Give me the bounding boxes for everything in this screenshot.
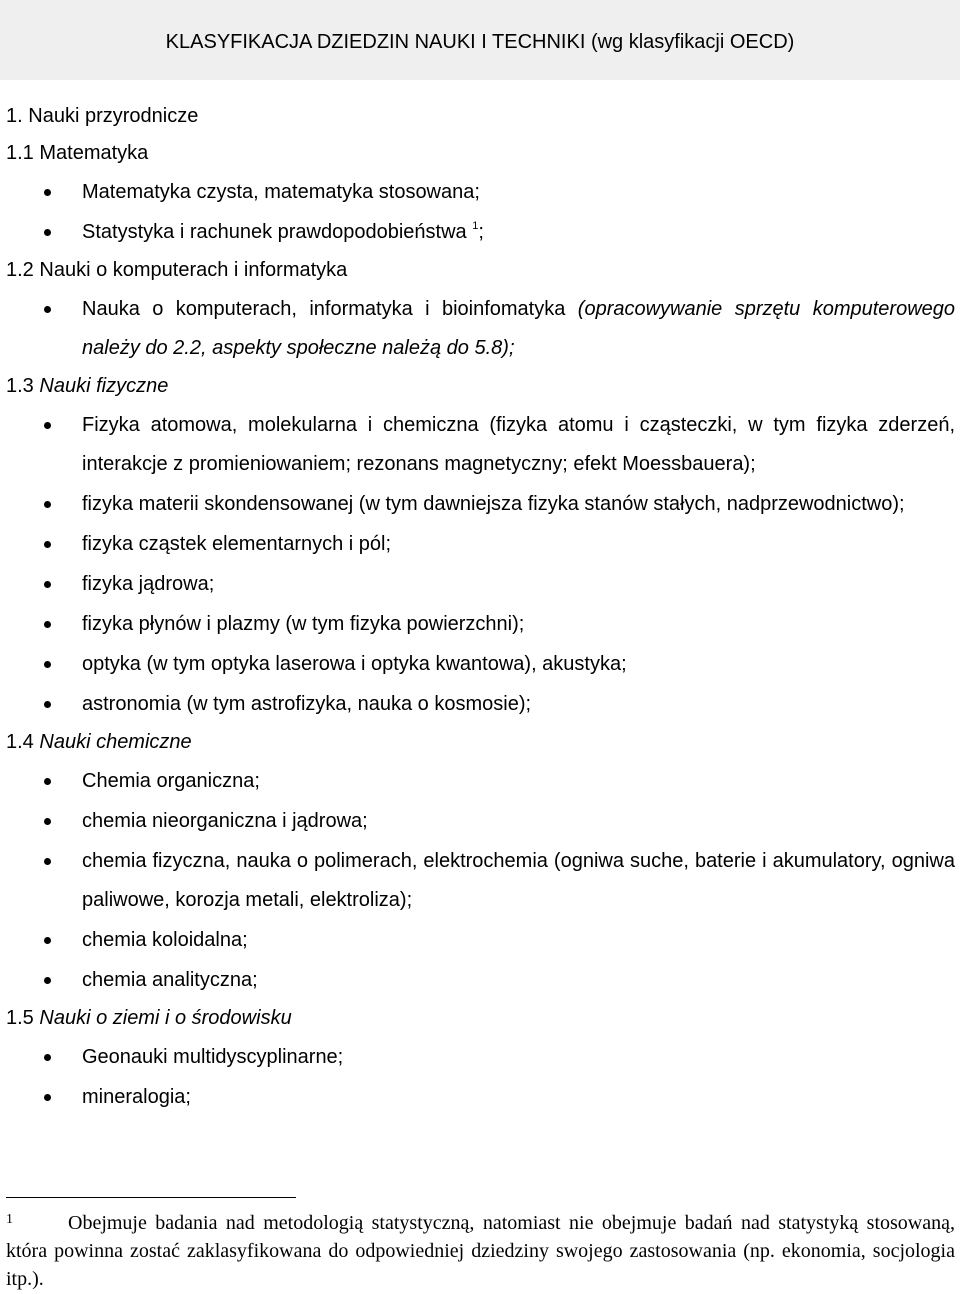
- bullet-icon: [44, 778, 51, 785]
- list-item: mineralogia;: [6, 1078, 955, 1117]
- bullet-icon: [44, 229, 51, 236]
- list-item: Chemia organiczna;: [6, 762, 955, 801]
- bullet-icon: [44, 581, 51, 588]
- section-list-1-2: [6, 290, 955, 368]
- document-title: KLASYFIKACJA DZIEDZIN NAUKI I TECHNIKI (wg klasyfikacji OECD): [165, 31, 795, 53]
- italic-note: (opracowywanie sprzętu komputerowego należy do 2.2, aspekty społeczne należą do 5.8);: [82, 298, 955, 359]
- list-item: chemia analityczna;: [6, 961, 955, 1000]
- list-item: chemia fizyczna, nauka o polimerach, elektrochemia (ogniwa suche, baterie i akumulatory, ogniwa paliwowe, korozja metali, elektroliza);: [6, 842, 955, 920]
- footnote-marker: 1: [6, 1212, 13, 1227]
- bullet-icon: [44, 661, 51, 668]
- section-list-1-3: [6, 406, 955, 724]
- bullet-icon: [44, 937, 51, 944]
- section-heading-1-5: [6, 1000, 955, 1037]
- footnote-separator: [6, 1197, 296, 1198]
- list-item: fizyka jądrowa;: [6, 565, 955, 604]
- list-item: chemia nieorganiczna i jądrowa;: [6, 802, 955, 841]
- bullet-icon: [44, 977, 51, 984]
- list-item: optyka (w tym optyka laserowa i optyka kwantowa), akustyka;: [6, 645, 955, 684]
- bullet-icon: [44, 818, 51, 825]
- section-heading-1: [6, 98, 955, 135]
- section-list-1-1: [6, 173, 955, 252]
- section-number: 1.4: [6, 731, 34, 753]
- list-item: Fizyka atomowa, molekularna i chemiczna (fizyka atomu i cząsteczki, w tym fizyka zderzeń, interakcje z promieniowaniem; rezonans magnetyczny; efekt Moessbauera);: [6, 406, 955, 484]
- bullet-icon: [44, 189, 51, 196]
- section-heading-1-4: [6, 724, 955, 761]
- bullet-icon: [44, 501, 51, 508]
- bullet-icon: [44, 858, 51, 865]
- section-heading-1-3: [6, 368, 955, 405]
- footnote-text: Obejmuje badania nad metodologią statystyczną, natomiast nie obejmuje badań nad statystyką stosowaną, która powinna zostać zaklasyfikowana do odpowiedniej dziedziny swojego zastosowania (np. ekonomia, socjologia itp.).: [6, 1212, 955, 1290]
- list-item: Nauka o komputerach, informatyka i bioinfomatyka (opracowywanie sprzętu komputerowego należy do 2.2, aspekty społeczne należą do 5.8);: [6, 290, 955, 368]
- section-label: Nauki fizyczne: [39, 375, 169, 397]
- list-item: Matematyka czysta, matematyka stosowana;: [6, 173, 955, 212]
- bullet-icon: [44, 422, 51, 429]
- list-item: chemia koloidalna;: [6, 921, 955, 960]
- document-body: [6, 98, 955, 1117]
- section-number: 1.1: [6, 142, 34, 164]
- bullet-icon: [44, 701, 51, 708]
- bullet-icon: [44, 541, 51, 548]
- bullet-icon: [44, 306, 51, 313]
- list-item: Statystyka i rachunek prawdopodobieństwa $^1$;: [6, 213, 955, 252]
- list-item: fizyka materii skondensowanej (w tym dawniejsza fizyka stanów stałych, nadprzewodnictwo);: [6, 485, 955, 524]
- section-number: 1.2: [6, 259, 34, 281]
- bullet-icon: [44, 1054, 51, 1061]
- section-label: Matematyka: [39, 142, 149, 164]
- section-list-1-4: [6, 762, 955, 1000]
- section-label: Nauki chemiczne: [39, 731, 192, 753]
- section-label: Nauki o ziemi i o środowisku: [39, 1007, 292, 1029]
- section-number: 1.5: [6, 1007, 34, 1029]
- bullet-icon: [44, 1094, 51, 1101]
- footnote-reference[interactable]: 1: [472, 220, 479, 232]
- section-number: 1.3: [6, 375, 34, 397]
- list-item: fizyka cząstek elementarnych i pól;: [6, 525, 955, 564]
- section-list-1-5: [6, 1038, 955, 1117]
- section-number: 1.: [6, 105, 23, 127]
- list-item: astronomia (w tym astrofizyka, nauka o kosmosie);: [6, 685, 955, 724]
- list-item: fizyka płynów i plazmy (w tym fizyka powierzchni);: [6, 605, 955, 644]
- list-item: Geonauki multidyscyplinarne;: [6, 1038, 955, 1077]
- section-label: Nauki o komputerach i informatyka: [39, 259, 348, 281]
- section-label: Nauki przyrodnicze: [28, 105, 199, 127]
- section-heading-1-2: [6, 252, 955, 289]
- footnote: [6, 1206, 955, 1293]
- section-heading-1-1: [6, 135, 955, 172]
- bullet-icon: [44, 621, 51, 628]
